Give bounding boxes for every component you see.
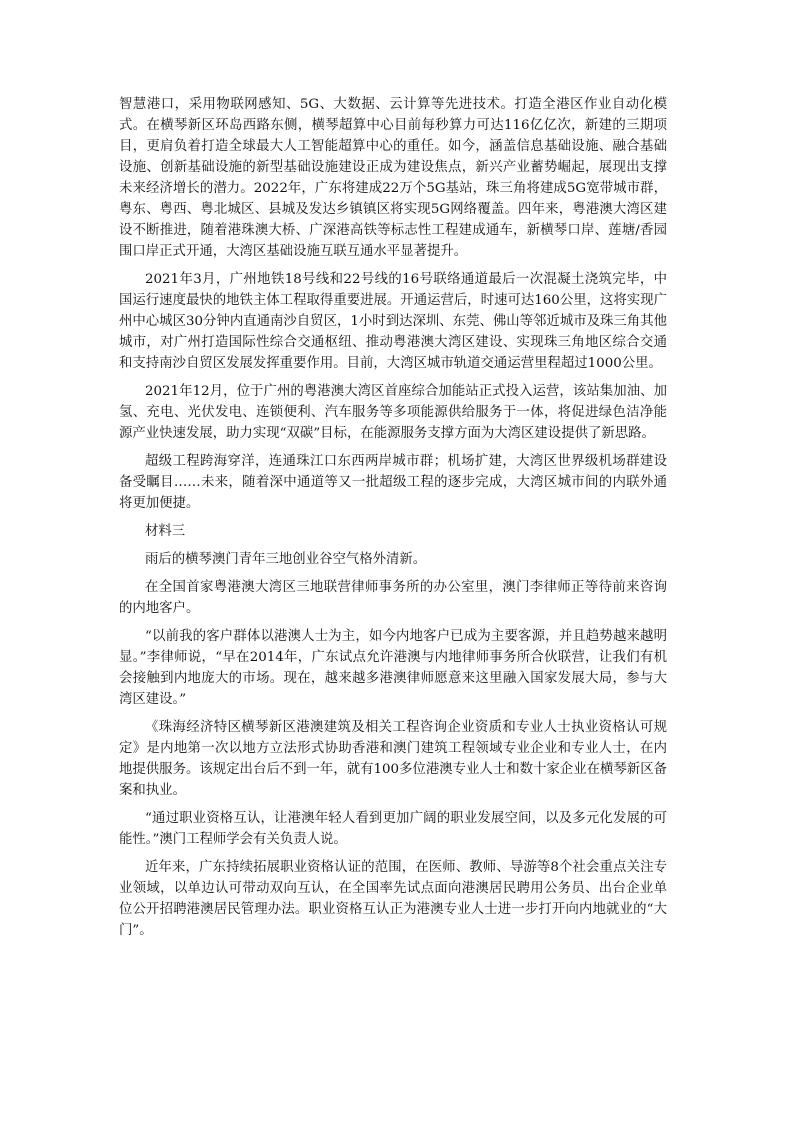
paragraph-energy-station: 2021年12月，位于广州的粤港澳大湾区首座综合加能站正式投入运营，该站集加油、加氢、充电、光伏发电、连锁便利、汽车服务等多项能源供给服务于一体，将促进绿色洁净能源产业快速发展，助力实现“双碳”目标，在能源服务支撑方面为大湾区建设提供了新思路。	[119, 384, 667, 441]
paragraph-guangzhou-metro: 2021年3月，广州地铁18号线和22号线的16号联络通道最后一次混凝土浇筑完毕，中国运行速度最快的地铁主体工程取得重要进展。开通运营后，时速可达160公里，这将实现广州中心城区30分钟内直通南沙自贸区，1小时到达深圳、东莞、佛山等邻近城市及珠三角其他城市，对广州打造国际性综合交通枢纽、推动粤港澳大湾区建设、实现珠三角地区综合交通和支持南沙自贸区发展发挥重要作用。目前，大湾区城市轨道交通运营里程超过1000公里。	[119, 272, 667, 371]
document-body	[119, 94, 667, 948]
paragraph-smart-port: 智慧港口，采用物联网感知、5G、大数据、云计算等先进技术。打造全港区作业自动化模式。在横琴新区环岛西路东侧，横琴超算中心目前每秒算力可达116亿亿次，新建的三期项目，更肩负着打造全球最大人工智能超算中心的重任。如今，涵盖信息基础设施、融合基础设施、创新基础设施的新型基础设施建设正成为建设焦点，新兴产业蓄势崛起，展现出支撑未来经济增长的潜力。2022年，广东将建成22万个5G基站，珠三角将建成5G宽带城市群，粤东、粤西、粤北城区、县城及发达乡镇镇区将实现5G网络覆盖。四年来，粤港澳大湾区建设不断推进，随着港珠澳大桥、广深港高铁等标志性工程建成通车，新横琴口岸、莲塘/香园围口岸正式开通，大湾区基础设施互联互通水平显著提升。	[119, 97, 667, 259]
paragraph-lawyer-quote: “以前我的客户群体以港澳人士为主，如今内地客户已成为主要客源，并且趋势越来越明显。”李律师说，“早在2014年，广东试点允许港澳与内地律师事务所合伙联营，让我们有机会接触到内地庞大的市场。现在，越来越多港澳律师愿意来这里融入国家发展大局，参与大湾区建设。”	[119, 629, 667, 707]
paragraph-super-projects: 超级工程跨海穿洋，连通珠江口东西两岸城市群；机场扩建，大湾区世界级机场群建设备受瞩目……未来，随着深中通道等又一批超级工程的逐步完成，大湾区城市间的内联外通将更加便捷。	[119, 454, 667, 511]
paragraph-engineer-quote: “通过职业资格互认，让港澳年轻人看到更加广阔的职业发展空间，以及多元化发展的可能性。”澳门工程师学会有关负责人说。	[119, 811, 667, 847]
paragraph-regulation: 《珠海经济特区横琴新区港澳建筑及相关工程咨询企业资质和专业人士执业资格认可规定》是内地第一次以地方立法形式协助香港和澳门建筑工程领域专业企业和专业人士，在内地提供服务。该规定出台后不到一年，就有100多位港澳专业人士和数十家企业在横琴新区备案和执业。	[119, 720, 667, 798]
paragraph-qualification-recognition: 近年来，广东持续拓展职业资格认证的范围，在医师、教师、导游等8个社会重点关注专业领域，以单边认可带动双向互认，在全国率先试点面向港澳居民聘用公务员、出台企业单位公开招聘港澳居民管理办法。职业资格互认正为港澳专业人士进一步打开向内地就业的“大门”。	[119, 860, 667, 938]
section-heading-material-three: 材料三	[145, 524, 186, 539]
paragraph-hengqin-startup: 雨后的横琴澳门青年三地创业谷空气格外清新。	[145, 552, 427, 567]
paragraph-law-firm: 在全国首家粤港澳大湾区三地联营律师事务所的办公室里，澳门李律师正等待前来咨询的内地客户。	[119, 580, 667, 616]
